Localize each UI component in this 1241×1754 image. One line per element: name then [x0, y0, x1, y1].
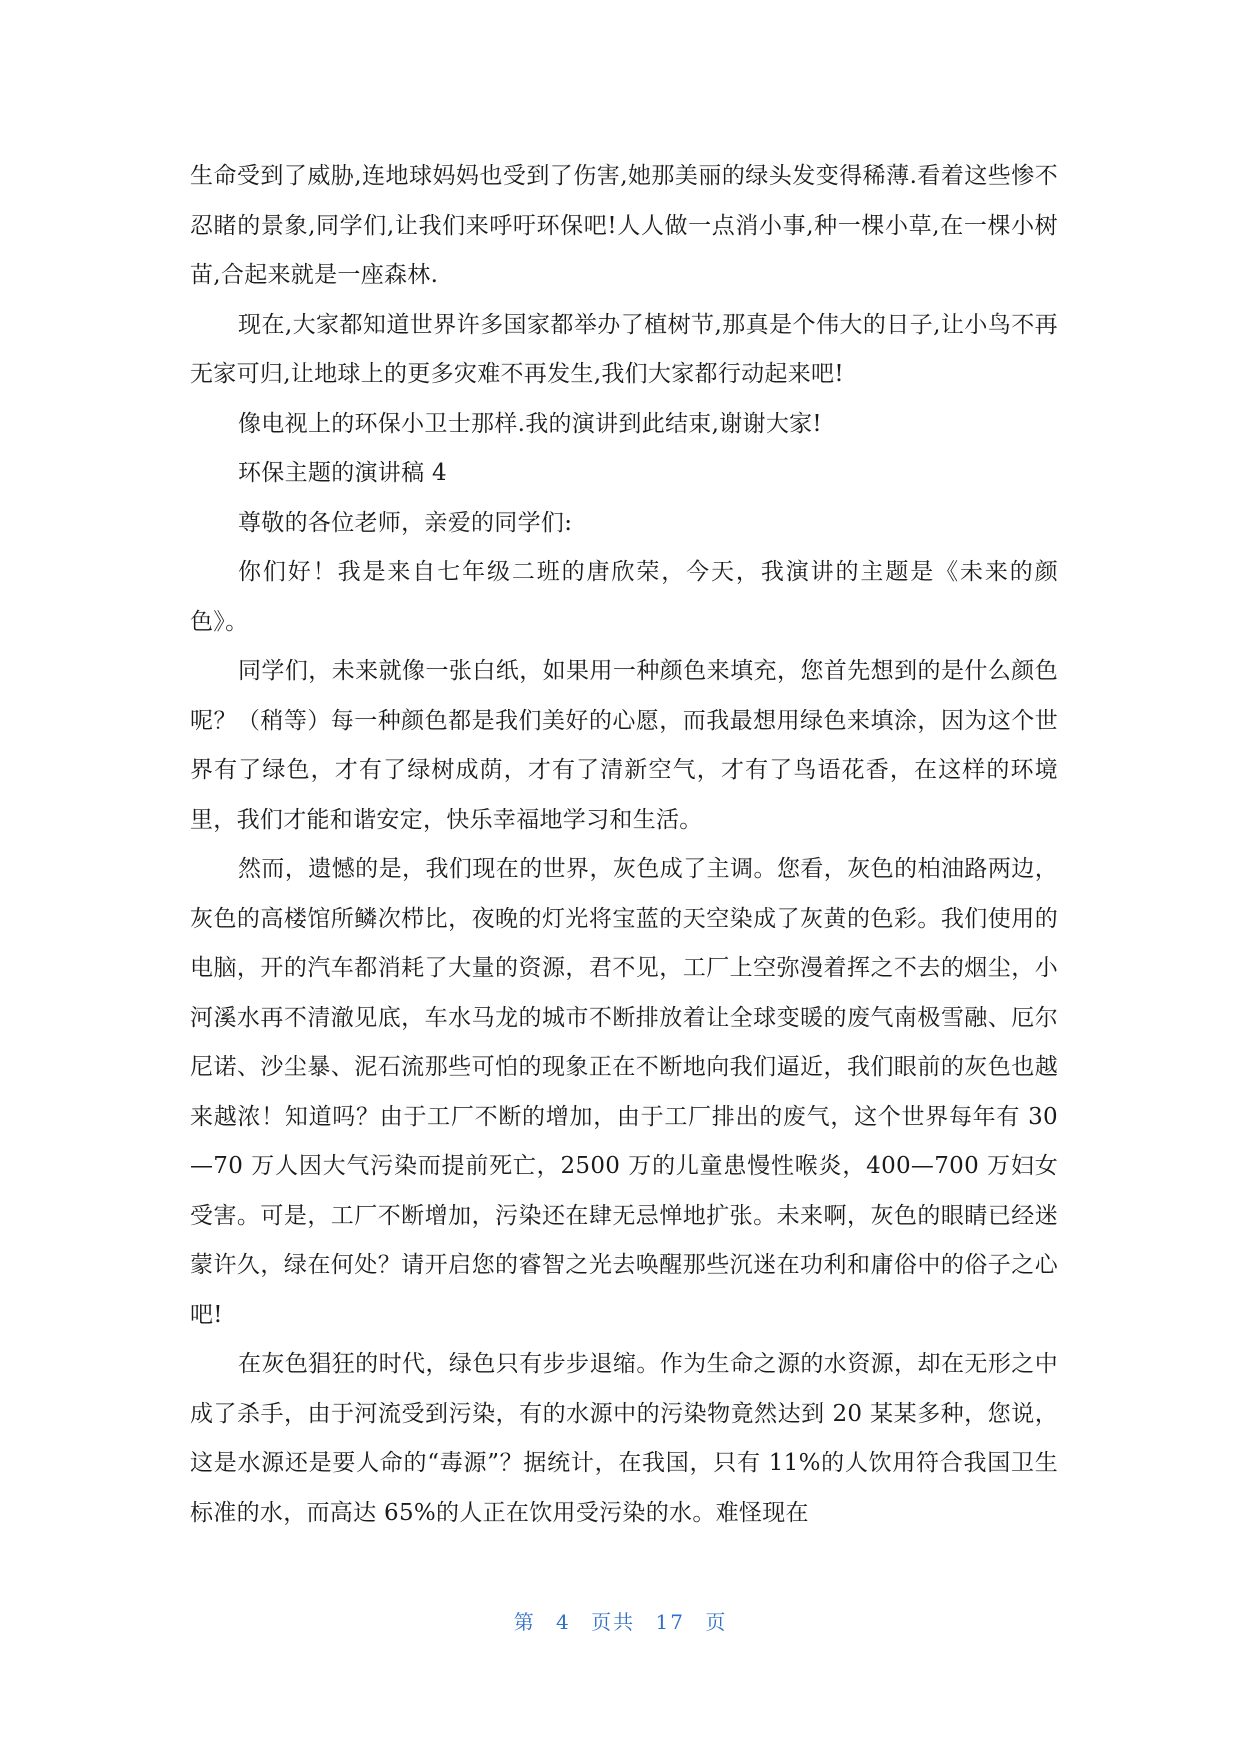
total-pages-number: 17 [655, 1610, 685, 1634]
paragraph: 像电视上的环保小卫士那样.我的演讲到此结束,谢谢大家! [238, 410, 822, 437]
current-page-number: 4 [556, 1610, 571, 1634]
section-heading: 环保主题的演讲稿 4 [238, 460, 447, 486]
footer-prefix: 第 [513, 1610, 536, 1634]
paragraph: 同学们，未来就像一张白纸，如果用一种颜色来填充，您首先想到的是什么颜色呢？（稍等）每一种颜色都是我们美好的心愿，而我最想用绿色来填涂，因为这个世界有了绿色，才有了绿树成荫，才有了清新空气，才有了鸟语花香，在这样的环境里，我们才能和谐安定，快乐幸福地学习和生活。 [190, 658, 1058, 833]
paragraph: 生命受到了威胁,连地球妈妈也受到了伤害,她那美丽的绿头发变得稀薄.看着这些惨不忍睹的景象,同学们,让我们来呼吁环保吧!人人做一点消小事,种一棵小草,在一棵小树苗,合起来就是一座森林. [190, 163, 1058, 288]
document-body [190, 152, 1058, 1538]
footer-middle: 页共 [591, 1610, 636, 1634]
paragraph: 现在,大家都知道世界许多国家都举办了植树节,那真是个伟大的日子,让小鸟不再无家可归,让地球上的更多灾难不再发生,我们大家都行动起来吧! [190, 311, 1058, 387]
paragraph: 你们好！我是来自七年级二班的唐欣荣，今天，我演讲的主题是《未来的颜色》。 [190, 559, 1058, 635]
paragraph: 然而，遗憾的是，我们现在的世界，灰色成了主调。您看，灰色的柏油路两边，灰色的高楼馆所鳞次栉比，夜晚的灯光将宝蓝的天空染成了灰黄的色彩。我们使用的电脑，开的汽车都消耗了大量的资源，君不见，工厂上空弥漫着挥之不去的烟尘，小河溪水再不清澈见底，车水马龙的城市不断排放着让全球变暖的废气南极雪融、厄尔尼诺、沙尘暴、泥石流那些可怕的现象正在不断地向我们逼近，我们眼前的灰色也越来越浓！知道吗？由于工厂不断的增加，由于工厂排出的废气，这个世界每年有 30—70 万人因大气污染而提前死亡，2500 万的儿童患慢性喉炎，400—700 万妇女受害。可是，工厂不断增加，污染还在肆无忌惮地扩张。未来啊，灰色的眼睛已经迷蒙许久，绿在何处？请开启您的睿智之光去唤醒那些沉迷在功利和庸俗中的俗子之心吧! [190, 856, 1058, 1328]
page-number-footer [0, 1606, 1241, 1635]
footer-suffix: 页 [705, 1610, 728, 1634]
salutation: 尊敬的各位老师，亲爱的同学们: [238, 509, 573, 536]
paragraph: 在灰色猖狂的时代，绿色只有步步退缩。作为生命之源的水资源，却在无形之中成了杀手，由于河流受到污染，有的水源中的污染物竟然达到 20 某某多种，您说，这是水源还是要人命的“毒源”？据统计，在我国，只有 11%的人饮用符合我国卫生标准的水，而高达 65%的人正在饮用受污染的水。难怪现在 [190, 1351, 1058, 1526]
